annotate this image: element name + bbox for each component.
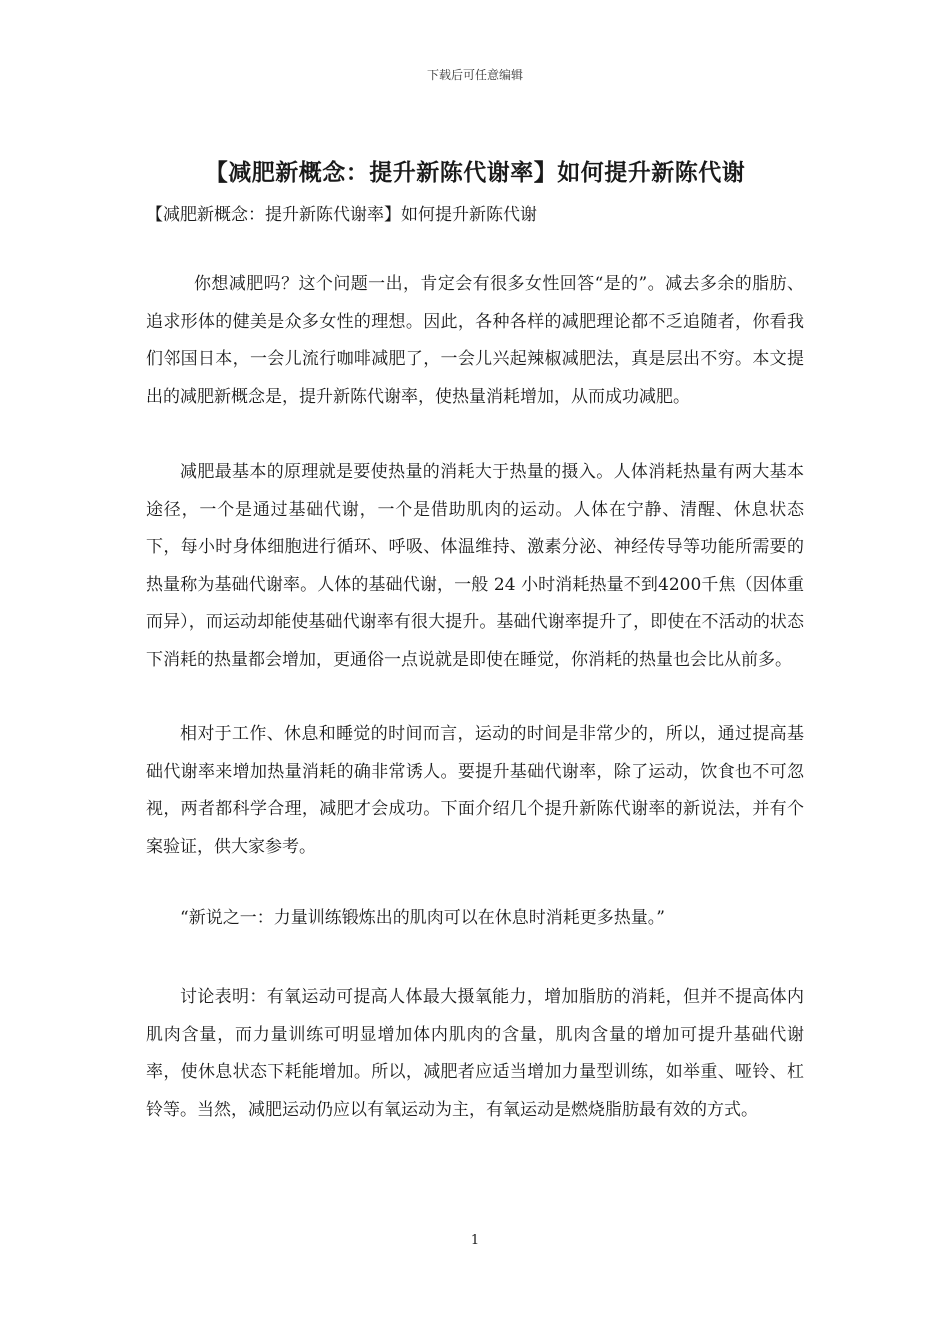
paragraph-methods: 相对于工作、休息和睡觉的时间而言，运动的时间是非常少的，所以，通过提高基础代谢率来增加热量消耗的确非常诱人。要提升基础代谢率，除了运动，饮食也不可忽视，两者都科学合理，减肥才会成功。下面介绍几个提升新陈代谢率的新说法，并有个案验证，供大家参考。 (146, 724, 804, 857)
document-title: 【减肥新概念：提升新陈代谢率】如何提升新陈代谢 (204, 159, 746, 186)
paragraph-intro: 你想减肥吗？这个问题一出，肯定会有很多女性回答“是的”。减去多余的脂肪、追求形体的健美是众多女性的理想。因此，各种各样的减肥理论都不乏追随者，你看我们邻国日本，一会儿流行咖啡减肥了，一会儿兴起辣椒减肥法，真是层出不穷。本文提出的减肥新概念是，提升新陈代谢率，使热量消耗增加，从而成功减肥。 (146, 274, 804, 407)
document-subtitle: 【减肥新概念：提升新陈代谢率】如何提升新陈代谢 (146, 205, 537, 225)
quote-new-theory-one: “新说之一：力量训练锻炼出的肌肉可以在休息时消耗更多热量。” (180, 908, 665, 928)
paragraph-principle: 减肥最基本的原理就是要使热量的消耗大于热量的摄入。人体消耗热量有两大基本途径，一个是通过基础代谢，一个是借助肌肉的运动。人体在宁静、清醒、休息状态下，每小时身体细胞进行循环、呼吸、体温维持、激素分泌、神经传导等功能所需要的热量称为基础代谢率。人体的基础代谢，一般 24 小时消耗热量不到4200千焦（因体重而异），而运动却能使基础代谢率有很大提升。基础代谢率提升了，即使在不活动的状态下消耗的热量都会增加，更通俗一点说就是即使在睡觉，你消耗的热量也会比从前多。 (146, 462, 804, 670)
header-note: 下载后可任意编辑 (426, 68, 523, 82)
paragraph-discussion: 讨论表明：有氧运动可提高人体最大摄氧能力，增加脂肪的消耗，但并不提高体内肌肉含量，而力量训练可明显增加体内肌肉的含量，肌肉含量的增加可提升基础代谢率，使休息状态下耗能增加。所以，减肥者应适当增加力量型训练，如举重、哑铃、杠铃等。当然，减肥运动仍应以有氧运动为主，有氧运动是燃烧脂肪最有效的方式。 (146, 987, 804, 1120)
page-number: 1 (470, 1233, 480, 1248)
